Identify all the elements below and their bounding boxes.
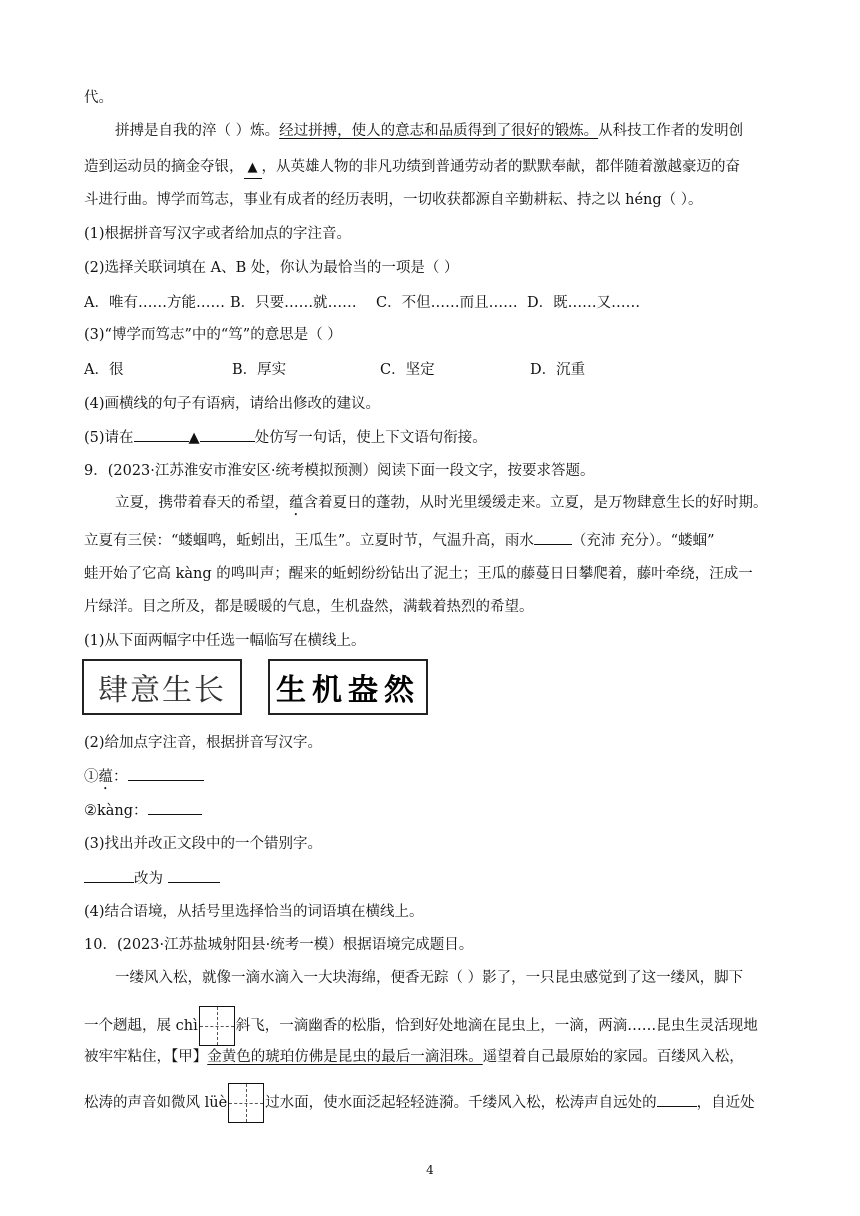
question-item: (4)结合语境，从括号里选择恰当的词语填在横线上。 <box>84 904 424 920</box>
question-item: (4)画横线的句子有语病，请给出修改的建议。 <box>84 396 381 412</box>
question-item: 改为 <box>84 868 220 889</box>
question-item: ②kàng： <box>84 800 202 821</box>
dotted-char: 蕴 <box>289 495 304 511</box>
q9-paragraph-line: 蛙开始了它高 kàng 的鸣叫声；醒来的蚯蚓纷纷钻出了泥土；王瓜的藤蔓日日攀爬着，藤叶牵绕，汪成一 <box>84 566 753 582</box>
writing-grid-box[interactable] <box>199 1006 235 1046</box>
question-heading: 9．(2023·江苏淮安市淮安区·统考模拟预测）阅读下面一段文字，按要求答题。 <box>84 463 595 479</box>
underlined-sentence: 金黄色的琥珀仿佛是昆虫的最后一滴泪珠。 <box>207 1049 483 1065</box>
calligraphy-sample-1: 肆意生长 <box>82 659 242 715</box>
option-d: D．沉重 <box>530 362 586 378</box>
answer-blank[interactable] <box>657 1092 697 1107</box>
q8-paragraph-line: 拼搏是自我的淬（ ）炼。经过拼搏，使人的意志和品质得到了很好的锻炼。从科技工作者的发明创 <box>115 123 744 139</box>
option-row <box>84 293 640 313</box>
q10-paragraph-line: 松涛的声音如微风 lüè 过水面，使水面泛起轻轻涟漪。千缕风入松，松涛声自远处的 ，自近处 <box>84 1083 755 1123</box>
question-item: (2)选择关联词填在 A、B 处，你认为最恰当的一项是（ ） <box>84 260 459 276</box>
q8-paragraph-line: 造到运动员的摘金夺银， ▲ ，从英雄人物的非凡功绩到普通劳动者的默默奉献，都伴随着激越豪迈的奋 <box>84 157 740 179</box>
option-b: B．只要……就…… <box>230 295 357 311</box>
calligraphy-sample-2: 生机盎然 <box>268 659 428 715</box>
q10-paragraph-line: 一个趔趄，展 chì 斜飞，一滴幽香的松脂，恰到好处地滴在昆虫上，一滴，两滴……昆虫生灵活现地 <box>84 1006 758 1046</box>
option-d: D．既……又…… <box>527 295 641 311</box>
text-line: 代。 <box>84 90 113 106</box>
answer-blank[interactable] <box>84 868 134 883</box>
option-c: C．不但……而且…… <box>376 295 518 311</box>
option-row <box>84 360 585 380</box>
q8-paragraph-line: 斗进行曲。博学而笃志，事业有成者的经历表明，一切收获都源自辛勤耕耘、持之以 héng（ ）。 <box>84 192 703 208</box>
writing-grid-box[interactable] <box>228 1083 264 1123</box>
answer-blank[interactable] <box>128 766 204 781</box>
question-heading: 10．(2023·江苏盐城射阳县·统考一模）根据语境完成题目。 <box>84 937 474 953</box>
answer-blank[interactable] <box>168 868 220 883</box>
blank-marker-a: ▲ <box>244 158 262 179</box>
underlined-sentence: 经过拼搏，使人的意志和品质得到了很好的锻炼。 <box>279 123 599 139</box>
question-item: (2)给加点字注音，根据拼音写汉字。 <box>84 735 323 751</box>
q9-paragraph-line: 立夏有三侯：“蝼蝈鸣，蚯蚓出，王瓜生”。立夏时节，气温升高，雨水 （充沛 充分）。“蝼蝈” <box>84 530 715 551</box>
option-a: A．唯有……方能…… <box>84 295 225 311</box>
q10-paragraph-line: 一缕风入松，就像一滴水滴入一大块海绵，便香无踪（ ）影了，一只昆虫感觉到了这一缕风，脚下 <box>115 970 744 986</box>
blank-marker: ▲ <box>188 430 200 446</box>
page-number: 4 <box>426 1163 434 1177</box>
answer-blank[interactable] <box>148 800 202 815</box>
q9-paragraph-line: 片绿洋。目之所及，都是暖暖的气息，生机盎然，满载着热烈的希望。 <box>84 599 534 615</box>
option-b: B．厚实 <box>232 362 287 378</box>
question-item: (1)从下面两幅字中任选一幅临写在横线上。 <box>84 633 366 649</box>
question-item: (3)找出并改正文段中的一个错别字。 <box>84 836 323 852</box>
question-item: (3)“博学而笃志”中的“笃”的意思是（ ） <box>84 327 342 343</box>
option-a: A．很 <box>84 362 124 378</box>
question-item: (1)根据拼音写汉字或者给加点的字注音。 <box>84 226 352 242</box>
option-c: C．坚定 <box>380 362 435 378</box>
question-item: (5)请在 ▲ 处仿写一句话，使上下文语句衔接。 <box>84 427 487 448</box>
answer-blank[interactable] <box>534 530 572 545</box>
q10-paragraph-line: 被牢牢粘住，【甲】金黄色的琥珀仿佛是昆虫的最后一滴泪珠。遥望着自己最原始的家园。百缕风入松， <box>84 1049 744 1065</box>
question-item: ①蕴： <box>84 766 204 793</box>
q9-paragraph-line: 立夏，携带着春天的希望，蕴含着夏日的蓬勃，从时光里缓缓走来。立夏，是万物肆意生长的好时期。 <box>115 495 768 511</box>
